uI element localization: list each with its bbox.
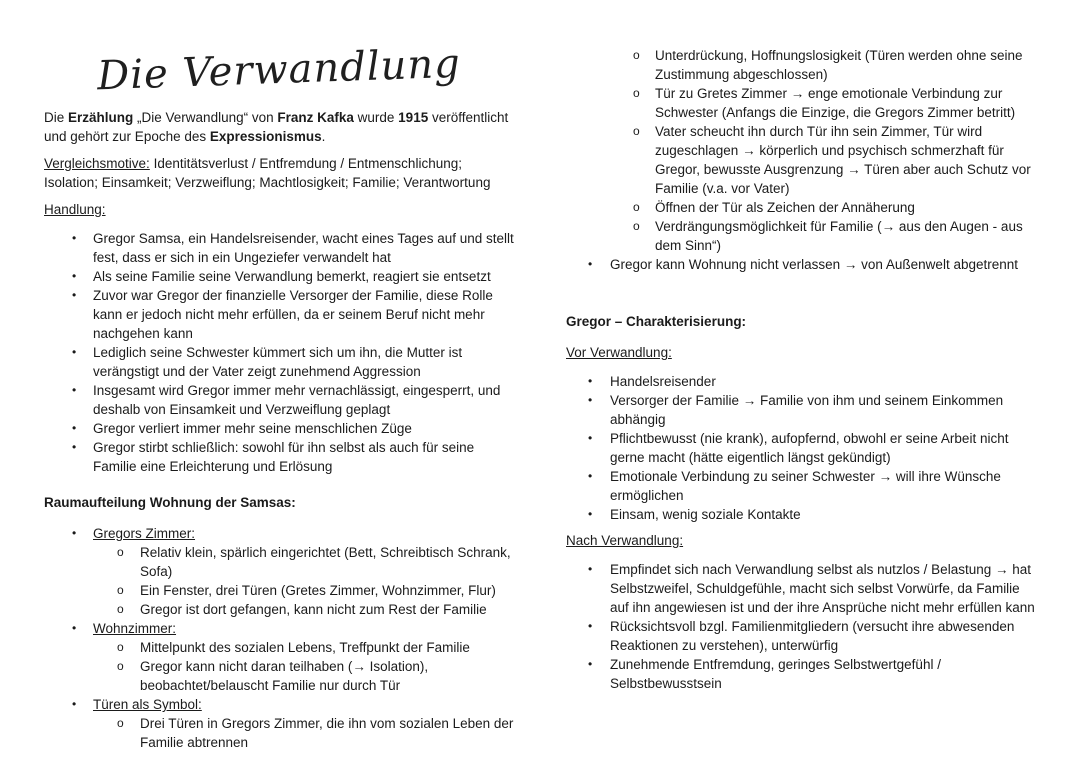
list-item-text: Gregor Samsa, ein Handelsreisender, wacht eines Tages auf und stellt fest, dass er sich in ein Ungeziefer verwandelt hat bbox=[93, 231, 514, 265]
list-item-text: Gregor stirbt schließlich: sowohl für ihn selbst als auch für seine Familie eine Erleichterung und Erlösung bbox=[93, 440, 475, 474]
circle-bullet-icon: o bbox=[117, 640, 124, 654]
left-column bbox=[44, 40, 514, 752]
list-item-text: Gregor kann Wohnung nicht verlassen → von Außenwelt abgetrennt bbox=[610, 257, 1018, 272]
list-item-text: Zuvor war Gregor der finanzielle Versorger der Familie, diese Rolle kann er jedoch nicht mehr erfüllen, da er seinem Beruf nicht mehr nachgehen kann bbox=[93, 288, 493, 341]
bold-text: Franz Kafka bbox=[277, 110, 354, 125]
list-item bbox=[566, 429, 1036, 467]
text-run: veröffentlicht und gehört zur Epoche des bbox=[44, 110, 509, 144]
disc-bullet-icon: • bbox=[588, 393, 593, 407]
disc-bullet-icon: • bbox=[72, 621, 77, 635]
list-item-text: Mittelpunkt des sozialen Lebens, Treffpunkt der Familie bbox=[140, 640, 470, 655]
circle-bullet-icon: o bbox=[117, 545, 124, 559]
handlung-label: Handlung: bbox=[44, 202, 106, 217]
list-item bbox=[44, 581, 514, 600]
list-item-text: Öffnen der Tür als Zeichen der Annäherung bbox=[655, 200, 915, 215]
circle-bullet-icon: o bbox=[633, 124, 640, 138]
nach-verwandlung-list bbox=[566, 560, 1036, 693]
list-item-text: Tür zu Gretes Zimmer → enge emotionale Verbindung zur Schwester (Anfangs die Einzige, die Gregors Zimmer betritt) bbox=[655, 86, 1016, 120]
list-item-text: Versorger der Familie → Familie von ihm und seinem Einkommen abhängig bbox=[610, 393, 1004, 427]
list-item-text: Verdrängungsmöglichkeit für Familie (→ aus den Augen - aus dem Sinn“) bbox=[655, 219, 1023, 253]
handlung-list bbox=[44, 229, 514, 476]
list-item-text: Handelsreisender bbox=[610, 374, 716, 389]
vor-verwandlung-label: Vor Verwandlung: bbox=[566, 345, 672, 360]
disc-bullet-icon: • bbox=[588, 431, 593, 445]
charakterisierung-heading: Gregor – Charakterisierung: bbox=[566, 314, 747, 329]
motifs-label: Vergleichsmotive: bbox=[44, 156, 150, 171]
list-item bbox=[44, 381, 514, 419]
list-item-text: Gregor ist dort gefangen, kann nicht zum Rest der Familie bbox=[140, 602, 487, 617]
disc-bullet-icon: • bbox=[72, 440, 77, 454]
list-item bbox=[566, 391, 1036, 429]
list-item bbox=[566, 122, 1036, 198]
list-item-text: Als seine Familie seine Verwandlung bemerkt, reagiert sie entsetzt bbox=[93, 269, 491, 284]
list-item bbox=[44, 229, 514, 267]
list-item bbox=[44, 438, 514, 476]
list-item-text: Empfindet sich nach Verwandlung selbst als nutzlos / Belastung → hat Selbstzweifel, Schuldgefühle, macht sich selbst Vorwürfe, da Familie auf ihn angewiesen ist und der ihre Ansprüche nicht mehr erfüllen kann bbox=[610, 562, 1035, 615]
list-item bbox=[566, 217, 1036, 255]
circle-bullet-icon: o bbox=[633, 48, 640, 62]
list-item bbox=[44, 619, 514, 638]
list-item-text: Lediglich seine Schwester kümmert sich um ihn, die Mutter ist verängstigt und der Vater zeigt zunehmend Aggression bbox=[93, 345, 463, 379]
list-item-text: Ein Fenster, drei Türen (Gretes Zimmer, Wohnzimmer, Flur) bbox=[140, 583, 496, 598]
list-item bbox=[44, 657, 514, 695]
disc-bullet-icon: • bbox=[72, 526, 77, 540]
text-run: Die bbox=[44, 110, 69, 125]
page-title: Die Verwandlung bbox=[96, 40, 462, 100]
disc-bullet-icon: • bbox=[72, 345, 77, 359]
list-item-text: Einsam, wenig soziale Kontakte bbox=[610, 507, 801, 522]
list-item bbox=[44, 286, 514, 343]
bold-text: Expressionismus bbox=[209, 129, 322, 144]
list-item bbox=[44, 638, 514, 657]
list-item bbox=[44, 267, 514, 286]
list-item-text: Türen als Symbol: bbox=[93, 697, 202, 712]
list-item-text: Gregor verliert immer mehr seine menschlichen Züge bbox=[93, 421, 412, 436]
list-item-text: Wohnzimmer: bbox=[93, 621, 177, 636]
text-run: . bbox=[321, 129, 326, 144]
list-item-text: Unterdrückung, Hoffnungslosigkeit (Türen werden ohne seine Zustimmung abgeschlossen) bbox=[655, 48, 1023, 82]
list-item bbox=[44, 695, 514, 714]
disc-bullet-icon: • bbox=[72, 231, 77, 245]
right-column bbox=[566, 46, 1036, 752]
circle-bullet-icon: o bbox=[633, 86, 640, 100]
raum-heading: Raumaufteilung Wohnung der Samsas: bbox=[44, 495, 296, 510]
disc-bullet-icon: • bbox=[588, 657, 593, 671]
circle-bullet-icon: o bbox=[117, 583, 124, 597]
text-run: wurde bbox=[353, 110, 399, 125]
list-item-text: Gregors Zimmer: bbox=[93, 526, 196, 541]
list-item-text: Drei Türen in Gregors Zimmer, die ihn vom sozialen Leben der Familie abtrennen bbox=[140, 716, 514, 750]
list-item-text: Vater scheucht ihn durch Tür ihn sein Zimmer, Tür wird zugeschlagen → körperlich und psychisch schmerzhaft für Gregor, bewusste Ausgrenzung → Türen aber auch Schutz vor Familie (v.a. vor Vater) bbox=[655, 124, 1031, 196]
list-item-text: Zunehmende Entfremdung, geringes Selbstwertgefühl / Selbstbewusstsein bbox=[610, 657, 941, 691]
list-item-text: Pflichtbewusst (nie krank), aufopfernd, obwohl er seine Arbeit nicht gerne macht (hätte eigentlich längst gekündigt) bbox=[610, 431, 1009, 465]
list-item bbox=[566, 372, 1036, 391]
disc-bullet-icon: • bbox=[588, 619, 593, 633]
list-item bbox=[566, 46, 1036, 84]
motifs-text: Identitätsverlust / Entfremdung / Entmenschlichung; Isolation; Einsamkeit; Verzweiflung; Machtlosigkeit; Familie; Verantwortung bbox=[44, 156, 491, 190]
circle-bullet-icon: o bbox=[633, 200, 640, 214]
handlung-heading bbox=[44, 200, 514, 219]
list-item bbox=[566, 198, 1036, 217]
list-item-text: Insgesamt wird Gregor immer mehr vernachlässigt, eingesperrt, und deshalb von Einsamkeit und Verzweiflung geplagt bbox=[93, 383, 501, 417]
vor-verwandlung-list bbox=[566, 372, 1036, 524]
intro-paragraph bbox=[44, 108, 514, 146]
list-item bbox=[566, 617, 1036, 655]
tueren-continued-list bbox=[566, 46, 1036, 274]
list-item bbox=[566, 505, 1036, 524]
list-item bbox=[44, 343, 514, 381]
list-item-text: Rücksichtsvoll bzgl. Familienmitgliedern (versucht ihre abwesenden Reaktionen zu verstehen), unterwürfig bbox=[610, 619, 1015, 653]
raum-list bbox=[44, 524, 514, 752]
disc-bullet-icon: • bbox=[72, 697, 77, 711]
list-item-text: Gregor kann nicht daran teilhaben (→ Isolation), beobachtet/belauscht Familie nur durch Tür bbox=[140, 659, 429, 693]
vor-verwandlung-heading bbox=[566, 343, 1036, 362]
list-item-text: Relativ klein, spärlich eingerichtet (Bett, Schreibtisch Schrank, Sofa) bbox=[140, 545, 511, 579]
motifs-paragraph bbox=[44, 154, 514, 192]
list-item bbox=[566, 84, 1036, 122]
bold-text: 1915 bbox=[398, 110, 429, 125]
list-item bbox=[566, 560, 1036, 617]
disc-bullet-icon: • bbox=[588, 257, 593, 271]
disc-bullet-icon: • bbox=[588, 562, 593, 576]
text-run: „Die Verwandlung“ von bbox=[133, 110, 278, 125]
disc-bullet-icon: • bbox=[588, 374, 593, 388]
disc-bullet-icon: • bbox=[72, 269, 77, 283]
disc-bullet-icon: • bbox=[72, 421, 77, 435]
disc-bullet-icon: • bbox=[588, 469, 593, 483]
bold-text: Erzählung bbox=[68, 110, 134, 125]
list-item bbox=[44, 419, 514, 438]
circle-bullet-icon: o bbox=[633, 219, 640, 233]
list-item bbox=[566, 255, 1036, 274]
list-item bbox=[44, 600, 514, 619]
list-item bbox=[44, 524, 514, 543]
disc-bullet-icon: • bbox=[72, 288, 77, 302]
circle-bullet-icon: o bbox=[117, 659, 124, 673]
list-item bbox=[44, 543, 514, 581]
nach-verwandlung-heading bbox=[566, 531, 1036, 550]
disc-bullet-icon: • bbox=[72, 383, 77, 397]
circle-bullet-icon: o bbox=[117, 602, 124, 616]
list-item bbox=[44, 714, 514, 752]
list-item-text: Emotionale Verbindung zu seiner Schwester → will ihre Wünsche ermöglichen bbox=[610, 469, 1001, 503]
circle-bullet-icon: o bbox=[117, 716, 124, 730]
nach-verwandlung-label: Nach Verwandlung: bbox=[566, 533, 684, 548]
list-item bbox=[566, 467, 1036, 505]
disc-bullet-icon: • bbox=[588, 507, 593, 521]
list-item bbox=[566, 655, 1036, 693]
